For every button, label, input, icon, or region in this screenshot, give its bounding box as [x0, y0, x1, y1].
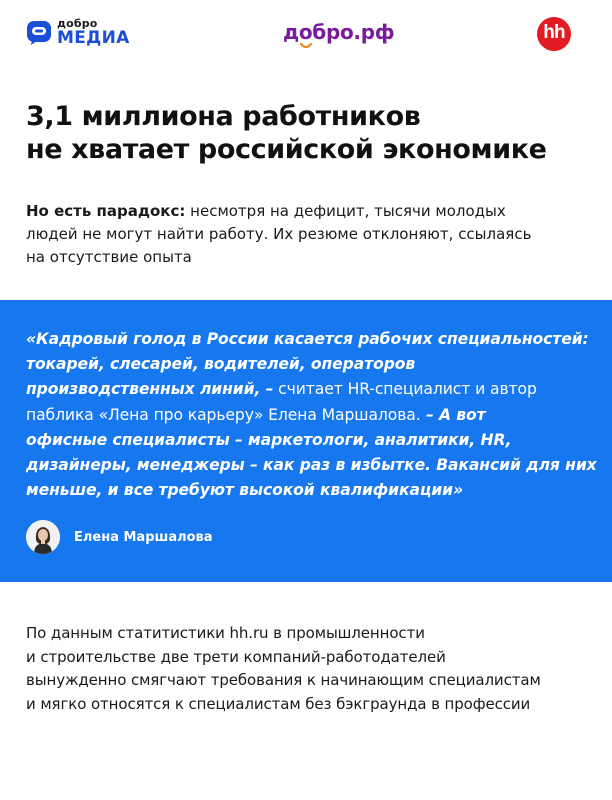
bottom-line-1: По данным статитистики hh.ru в промышленности	[26, 624, 425, 642]
intro-line-3: на отсутствие опыта	[26, 248, 192, 266]
bottom-line-2: и строительстве две трети компаний-работодателей	[26, 647, 446, 666]
quote-line-7: меньше, и все требуют высокой квалификации»	[26, 481, 464, 500]
person-icon	[26, 520, 60, 554]
speech-bubble-icon	[26, 20, 52, 46]
quote-text	[26, 327, 606, 503]
header	[0, 0, 612, 72]
quote-line-5: офисные специалисты – маркетологи, аналитики, HR,	[26, 430, 512, 449]
quote-line-2: токарей, слесарей, водителей, операторов	[26, 355, 416, 374]
intro-paragraph	[26, 200, 586, 269]
title-line-2: не хватает российской экономике	[26, 134, 547, 165]
intro-line-1: несмотря на дефицит, тысячи молодых	[185, 202, 506, 220]
title-line-1: 3,1 миллиона работников	[26, 101, 421, 132]
quote-line-3-plain: считает HR-специалист и автор	[273, 380, 537, 399]
dobro-media-top: добро	[57, 17, 98, 30]
hh-logo: hh	[537, 17, 571, 51]
dobro-rf-logo: добро.рф	[283, 20, 395, 44]
quote-line-1: «Кадровый голод в России касается рабочих специальностей:	[26, 330, 589, 348]
bottom-line-4: и мягко относятся к специалистам без бэкграунда в профессии	[26, 694, 531, 713]
avatar	[26, 520, 60, 554]
dobro-media-wordmark	[57, 18, 130, 47]
intro-lead: Но есть парадокс:	[26, 202, 186, 220]
quote-author	[26, 520, 213, 554]
quote-line-4-italic: – А вот	[420, 405, 486, 424]
author-name: Елена Маршалова	[74, 529, 213, 545]
smile-icon	[300, 43, 312, 49]
bottom-paragraph	[26, 622, 596, 716]
bottom-line-3: вынужденно смягчают требования к начинающим специалистам	[26, 671, 541, 689]
quote-line-6: дизайнеры, менеджеры – как раз в избытке. Вакансий для них	[26, 456, 597, 475]
dobro-media-logo	[26, 18, 130, 47]
intro-line-2: людей не могут найти работу. Их резюме отклоняют, ссылаясь	[26, 225, 532, 243]
quote-line-4-plain: паблика «Лена про карьеру» Елена Маршалова.	[26, 405, 421, 424]
quote-line-3-italic: производственных линий, –	[26, 380, 274, 399]
dobro-media-bottom: МЕДИА	[57, 28, 130, 48]
page-title	[26, 100, 596, 166]
